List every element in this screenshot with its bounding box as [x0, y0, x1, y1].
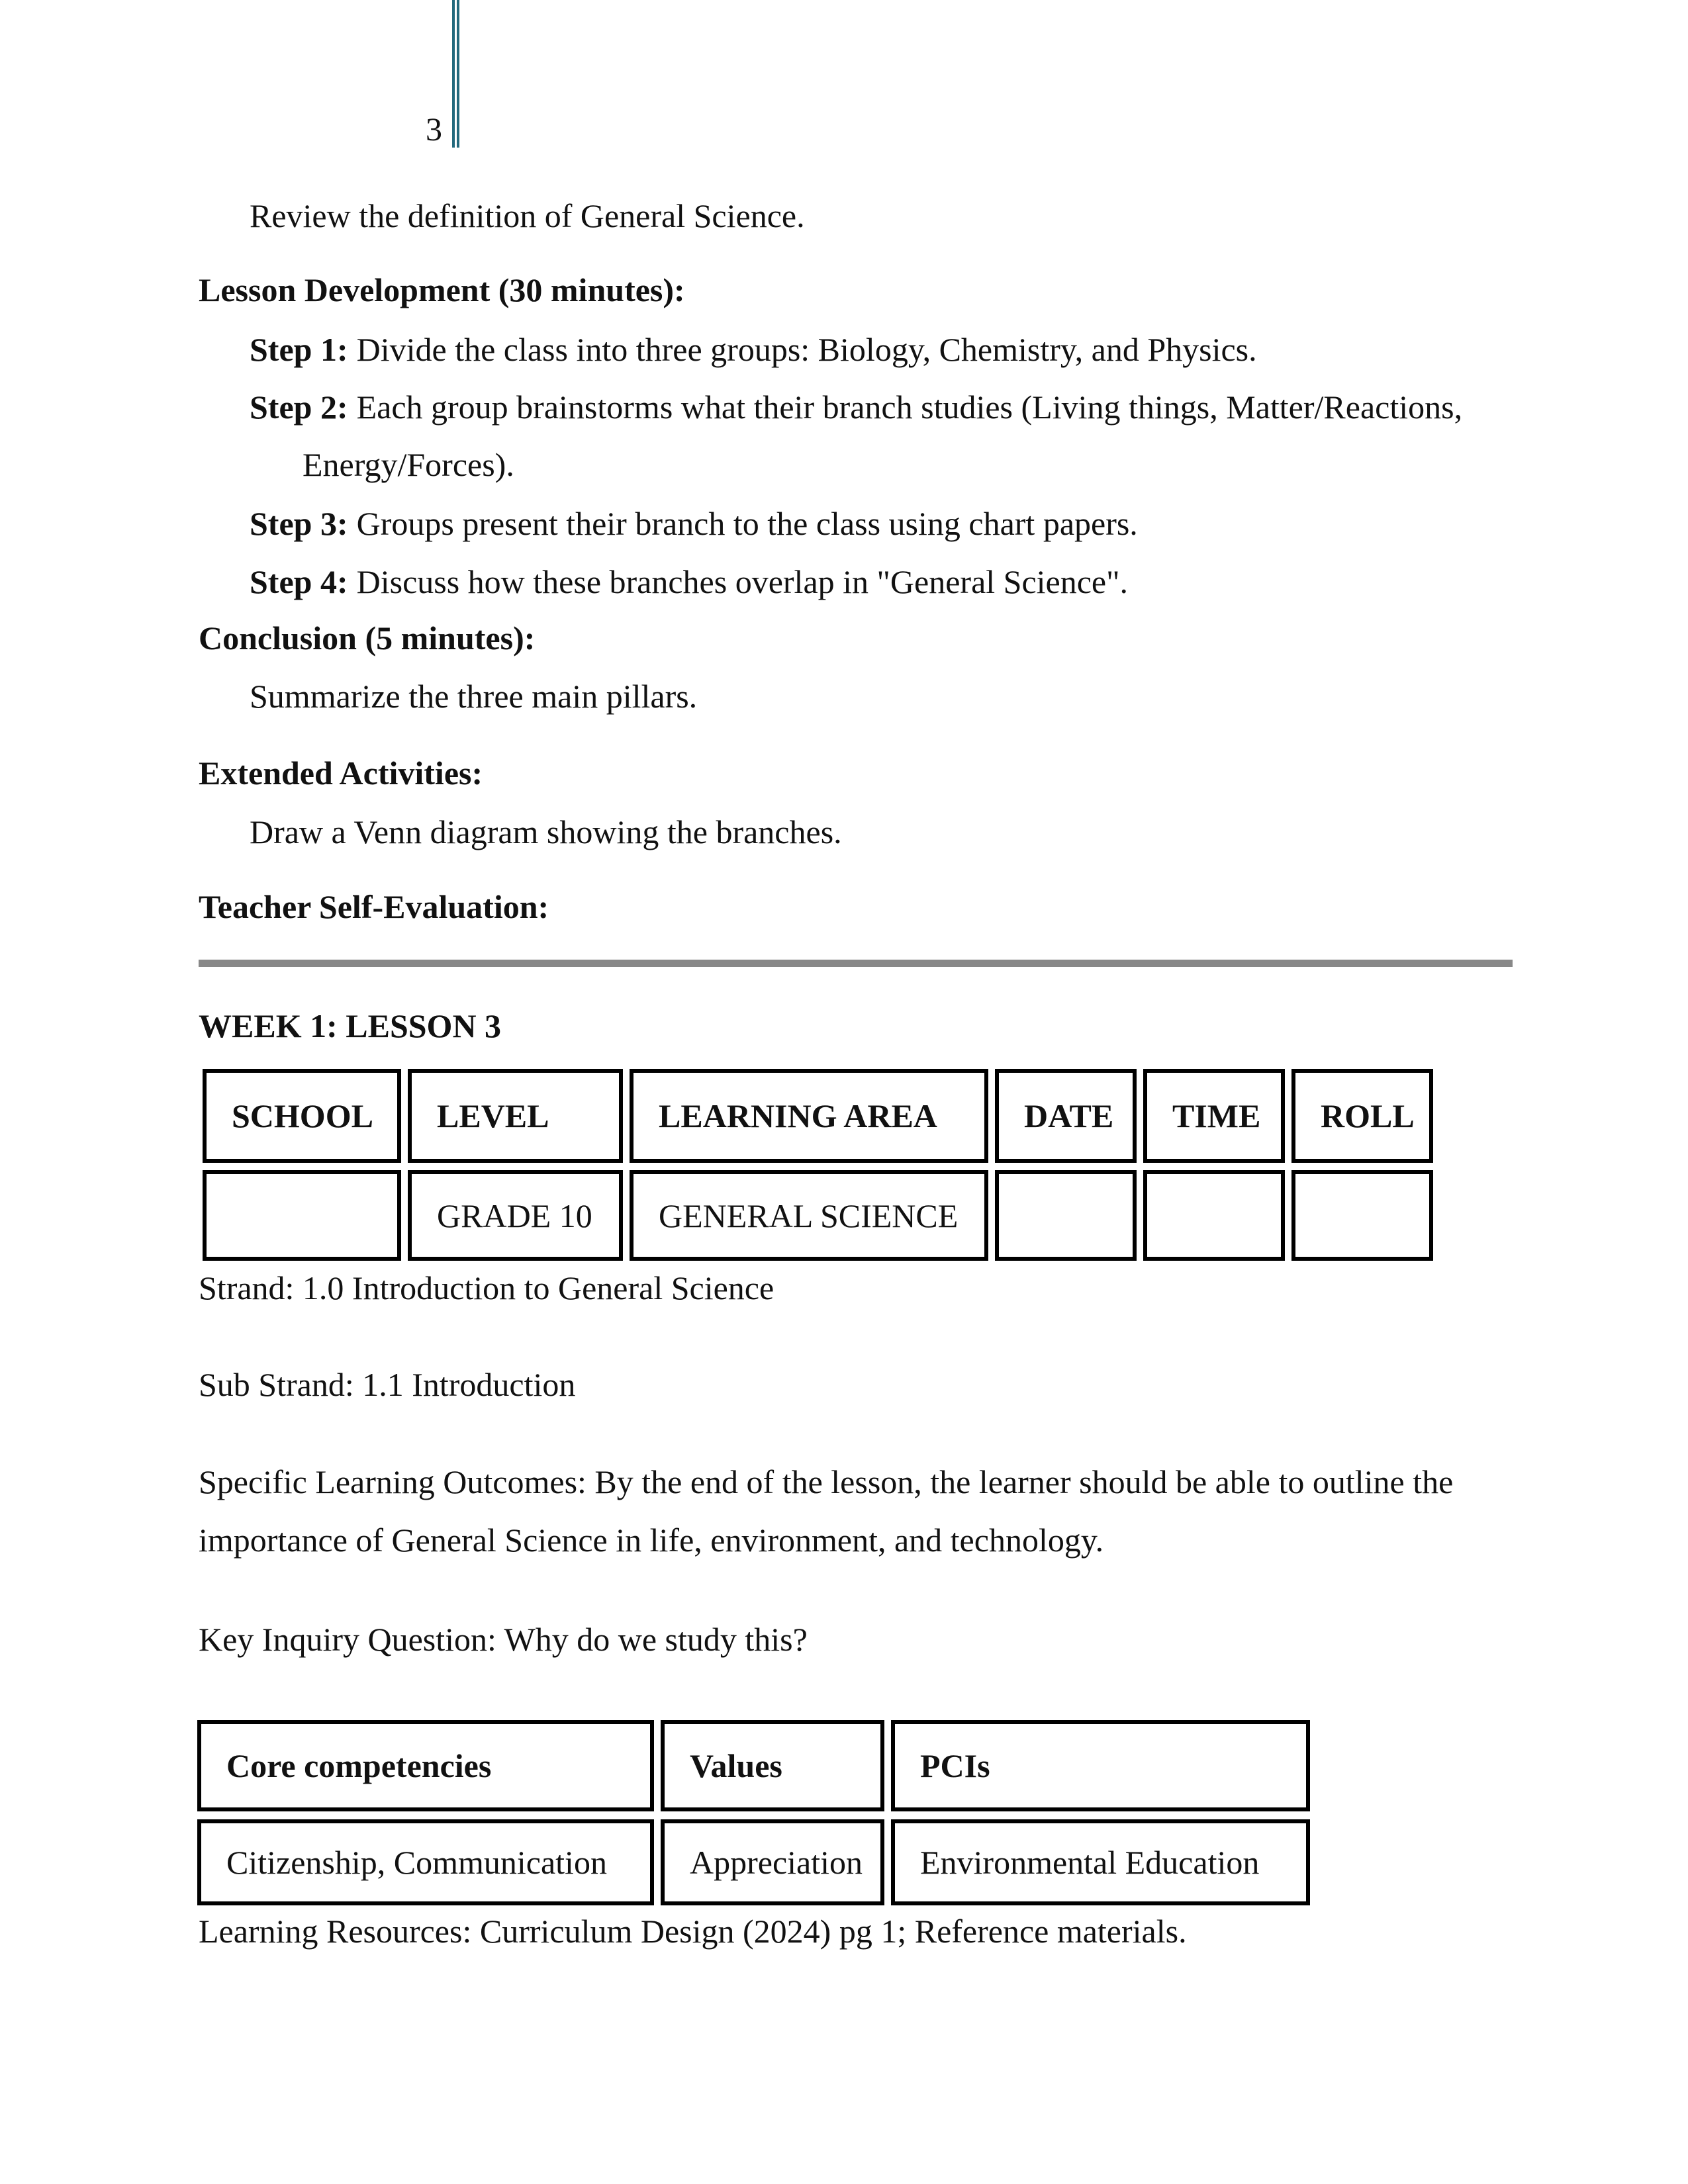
- competency-header-pcis: PCIs: [891, 1720, 1310, 1811]
- info-cell-time: [1143, 1170, 1285, 1261]
- info-header-roll: ROLL: [1291, 1069, 1433, 1163]
- learning-resources-line: Learning Resources: Curriculum Design (2024) pg 1; Reference materials.: [199, 1913, 1187, 1950]
- info-cell-date: [995, 1170, 1137, 1261]
- step-1: [250, 333, 1257, 366]
- step-3-text: Groups present their branch to the class using chart papers.: [356, 505, 1138, 542]
- step-2-continuation: Energy/Forces).: [303, 446, 514, 483]
- review-line: Review the definition of General Science.: [250, 197, 805, 234]
- conclusion-heading: Conclusion (5 minutes):: [199, 619, 536, 657]
- step-1-label: Step 1:: [250, 331, 348, 368]
- step-3-label: Step 3:: [250, 505, 348, 542]
- lesson-development-heading: Lesson Development (30 minutes):: [199, 271, 685, 308]
- step-4: [250, 565, 1128, 598]
- step-3: [250, 507, 1138, 540]
- key-inquiry-question: Key Inquiry Question: Why do we study this?: [199, 1621, 808, 1658]
- competency-header-core: Core competencies: [197, 1720, 654, 1811]
- page-border-line: [452, 0, 459, 148]
- week-lesson-heading: WEEK 1: LESSON 3: [199, 1007, 502, 1044]
- competency-header-values: Values: [661, 1720, 884, 1811]
- step-2: [250, 390, 1462, 424]
- info-header-learning-area: LEARNING AREA: [630, 1069, 988, 1163]
- info-header-level: LEVEL: [408, 1069, 623, 1163]
- info-cell-learning-area: GENERAL SCIENCE: [630, 1170, 988, 1261]
- step-2-label: Step 2:: [250, 388, 348, 426]
- info-header-date: DATE: [995, 1069, 1137, 1163]
- info-header-school: SCHOOL: [203, 1069, 401, 1163]
- info-cell-level: GRADE 10: [408, 1170, 623, 1261]
- self-evaluation-heading: Teacher Self-Evaluation:: [199, 888, 549, 925]
- page-number: 3: [426, 111, 442, 148]
- info-header-time: TIME: [1143, 1069, 1285, 1163]
- competency-cell-pcis: Environmental Education: [891, 1819, 1310, 1905]
- strand-line: Strand: 1.0 Introduction to General Science: [199, 1269, 774, 1306]
- learning-outcomes: Specific Learning Outcomes: By the end of the lesson, the learner should be able to outline the importance of General Science in life, environment, and technology.: [199, 1463, 1454, 1559]
- step-2-text: Each group brainstorms what their branch studies (Living things, Matter/Reactions,: [356, 388, 1463, 426]
- section-divider: [199, 960, 1513, 967]
- competency-cell-values: Appreciation: [661, 1819, 884, 1905]
- extended-activities-heading: Extended Activities:: [199, 754, 483, 792]
- extended-activities-line: Draw a Venn diagram showing the branches.: [250, 813, 842, 850]
- step-1-text: Divide the class into three groups: Biology, Chemistry, and Physics.: [356, 331, 1257, 368]
- info-cell-school: [203, 1170, 401, 1261]
- competency-cell-core: Citizenship, Communication: [197, 1819, 654, 1905]
- lesson-info-table: [203, 1069, 1433, 1261]
- sub-strand-line: Sub Strand: 1.1 Introduction: [199, 1366, 576, 1403]
- conclusion-line: Summarize the three main pillars.: [250, 678, 698, 715]
- info-cell-roll: [1291, 1170, 1433, 1261]
- step-4-label: Step 4:: [250, 563, 348, 600]
- competency-table: [197, 1720, 1310, 1905]
- step-4-text: Discuss how these branches overlap in "General Science".: [356, 563, 1129, 600]
